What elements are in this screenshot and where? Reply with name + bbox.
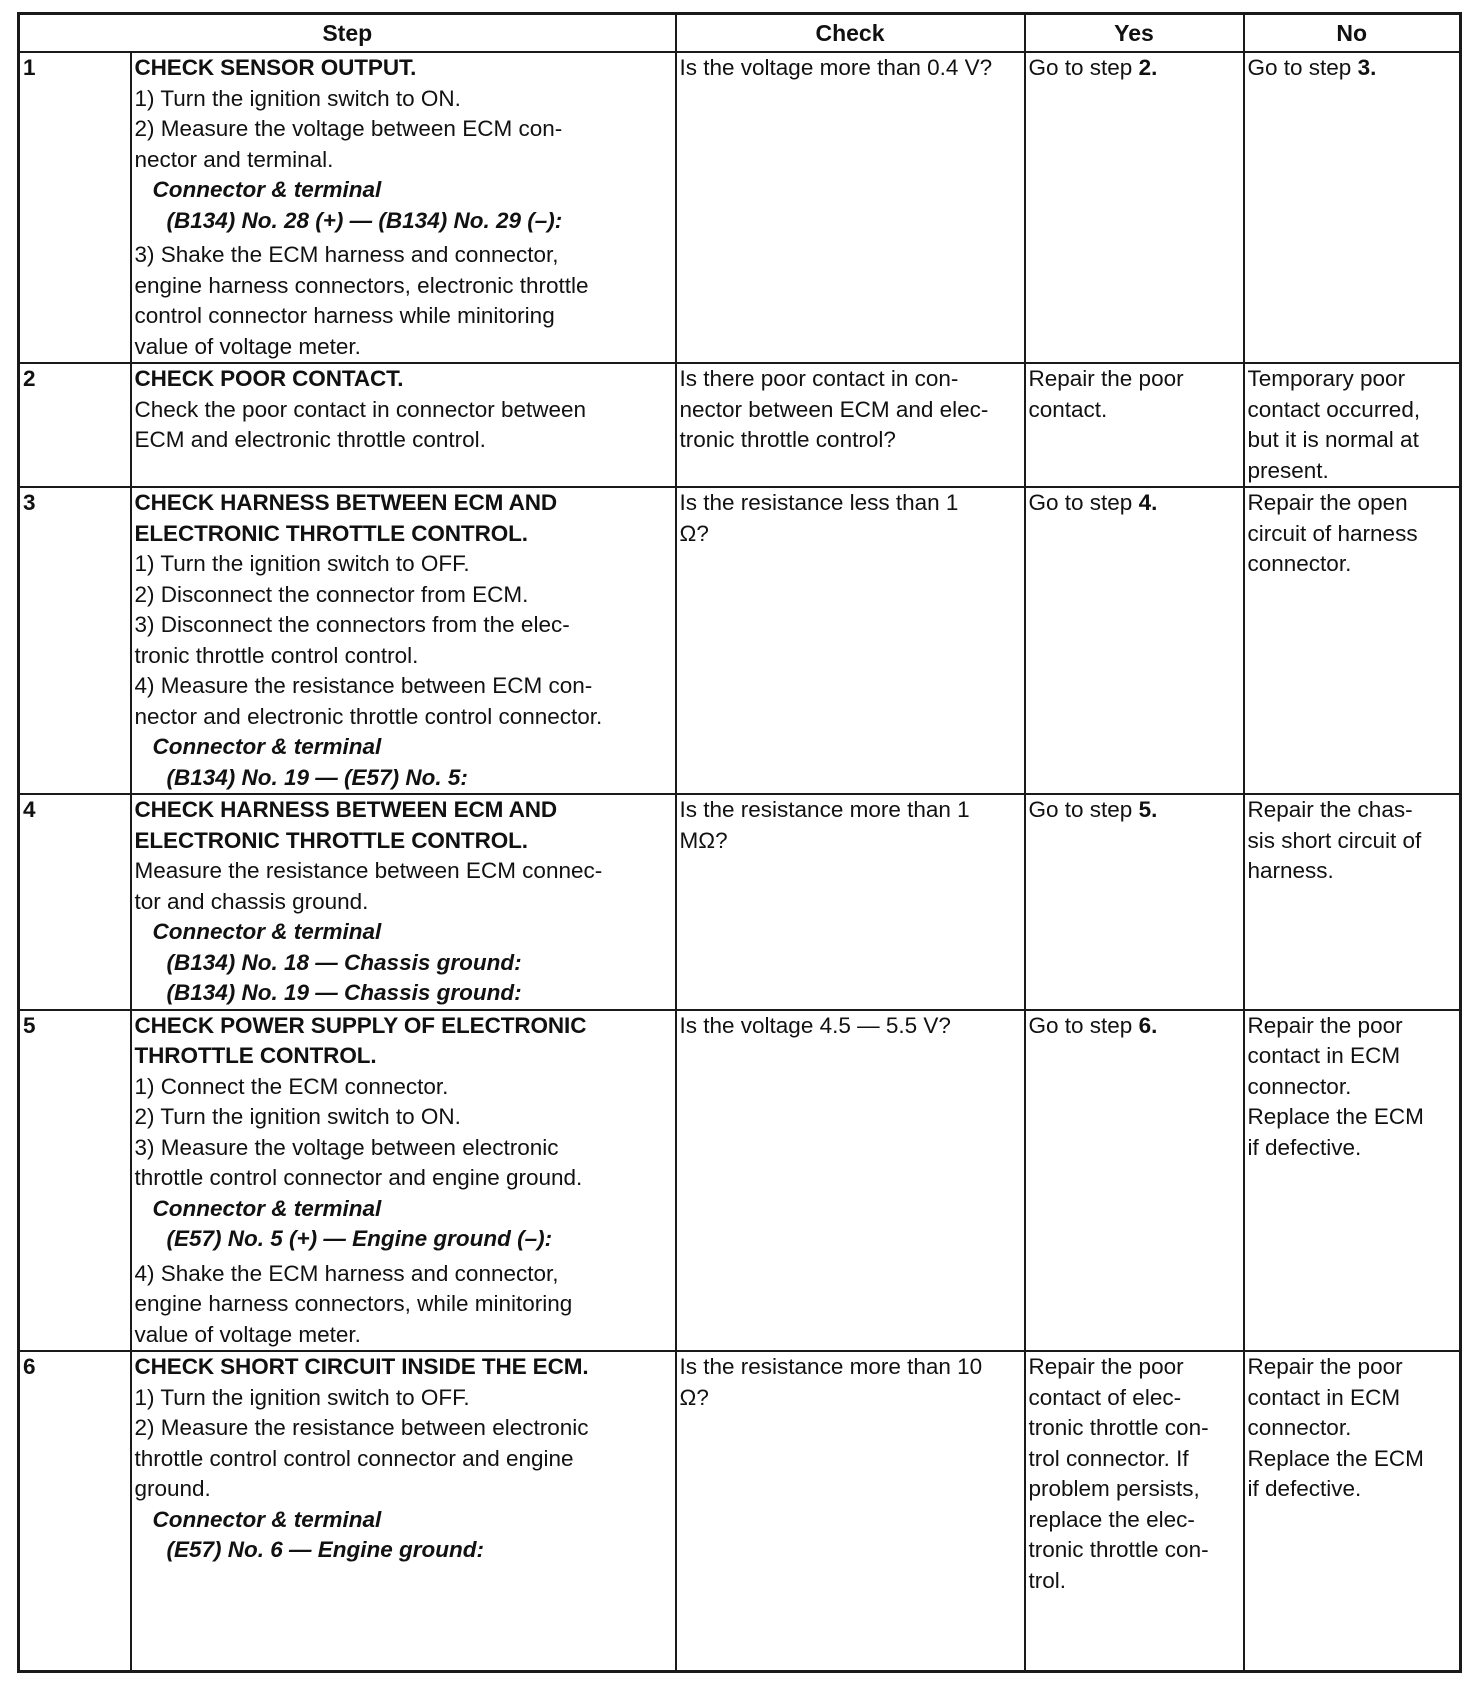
procedure-text: nector and electronic throttle control connector. — [134, 703, 603, 729]
check-text: MΩ? — [679, 827, 728, 853]
step-description — [131, 363, 676, 487]
yes-action — [1025, 1351, 1244, 1671]
header-check: Check — [676, 14, 1025, 53]
step-description — [131, 487, 676, 794]
step-title: ELECTRONIC THROTTLE CONTROL. — [134, 520, 528, 546]
check-question — [676, 52, 1025, 363]
table-row — [19, 794, 1461, 1010]
check-text: Is the resistance more than 1 — [679, 797, 970, 822]
goto-step-number: 3. — [1357, 55, 1377, 80]
check-text: nector between ECM and elec- — [679, 396, 989, 422]
step-title: CHECK POWER SUPPLY OF ELECTRONIC — [134, 1012, 587, 1038]
no-action — [1244, 487, 1461, 794]
no-text: connector. — [1247, 551, 1352, 576]
diagnostic-document — [17, 12, 1462, 1673]
table-row — [19, 1010, 1461, 1352]
no-text: contact in ECM — [1247, 1043, 1401, 1068]
table-header-row — [19, 14, 1461, 53]
connector-terminal-label: Connector & terminal — [152, 1506, 382, 1532]
goto-step-number: 4. — [1138, 490, 1158, 515]
yes-text: Repair the poor — [1028, 366, 1184, 391]
check-text: Is the voltage 4.5 — 5.5 V? — [679, 1012, 951, 1038]
procedure-text: engine harness connectors, while minitoring — [134, 1291, 573, 1316]
diagnostic-table — [17, 12, 1462, 1673]
terminal-spec: (B134) No. 18 — Chassis ground: — [166, 949, 522, 975]
yes-goto — [1029, 488, 1240, 519]
no-text: contact in ECM — [1247, 1384, 1401, 1410]
no-text: Replace the ECM — [1247, 1104, 1424, 1129]
yes-action — [1025, 794, 1244, 1010]
no-text: circuit of harness — [1247, 520, 1418, 546]
step-description — [131, 794, 676, 1010]
yes-action — [1025, 487, 1244, 794]
step-number: 4 — [19, 794, 131, 1010]
no-text: harness. — [1247, 858, 1334, 883]
table-row — [19, 487, 1461, 794]
no-action — [1244, 794, 1461, 1010]
goto-text: Go to step — [1028, 490, 1139, 515]
goto-step-number: 2. — [1138, 55, 1158, 80]
procedure-item: 4) Measure the resistance between ECM con- — [134, 673, 593, 698]
check-text: tronic throttle control? — [679, 427, 896, 452]
no-text: sis short circuit of — [1247, 827, 1422, 853]
step-title: CHECK SENSOR OUTPUT. — [134, 55, 417, 80]
yes-text: Repair the poor — [1028, 1354, 1184, 1379]
procedure-text: nector and terminal. — [134, 146, 334, 172]
connector-terminal-label: Connector & terminal — [152, 919, 382, 944]
table-row — [19, 363, 1461, 487]
step-title: CHECK SHORT CIRCUIT INSIDE THE ECM. — [134, 1354, 589, 1379]
procedure-text: throttle control connector and engine ground. — [134, 1165, 583, 1190]
no-action — [1244, 1010, 1461, 1352]
step-title: CHECK POOR CONTACT. — [134, 366, 404, 391]
step-description — [131, 52, 676, 363]
check-question — [676, 487, 1025, 794]
check-question — [676, 1351, 1025, 1671]
yes-action — [1025, 363, 1244, 487]
terminal-spec: (B134) No. 28 (+) — (B134) No. 29 (–): — [166, 207, 563, 233]
no-text: if defective. — [1247, 1134, 1362, 1160]
check-question — [676, 794, 1025, 1010]
step-description — [131, 1010, 676, 1352]
procedure-item: 1) Turn the ignition switch to OFF. — [134, 1384, 470, 1410]
procedure-text: value of voltage meter. — [134, 1321, 361, 1347]
no-action — [1244, 1351, 1461, 1671]
step-number: 3 — [19, 487, 131, 794]
procedure-item: 2) Disconnect the connector from ECM. — [134, 581, 529, 607]
step-title: ELECTRONIC THROTTLE CONTROL. — [134, 827, 528, 853]
procedure-text: tronic throttle control control. — [134, 642, 419, 668]
procedure-text: ECM and electronic throttle control. — [134, 427, 486, 452]
step-title: CHECK HARNESS BETWEEN ECM AND — [134, 797, 558, 822]
yes-goto — [1029, 795, 1240, 826]
procedure-item: 3) Measure the voltage between electronic — [134, 1134, 559, 1160]
procedure-item: 1) Connect the ECM connector. — [134, 1073, 449, 1099]
yes-text: trol. — [1028, 1567, 1067, 1593]
check-question — [676, 363, 1025, 487]
goto-step-number: 6. — [1138, 1012, 1158, 1038]
no-goto — [1248, 53, 1457, 84]
goto-text: Go to step — [1028, 797, 1139, 822]
yes-goto — [1029, 53, 1240, 84]
check-text: Ω? — [679, 520, 709, 546]
goto-text: Go to step — [1028, 1012, 1139, 1038]
procedure-item: 3) Shake the ECM harness and connector, — [134, 242, 559, 267]
connector-terminal-label: Connector & terminal — [152, 734, 382, 759]
procedure-text: control connector harness while minitoring — [134, 303, 555, 328]
yes-text: trol connector. If — [1028, 1445, 1189, 1471]
yes-text: contact. — [1028, 396, 1108, 422]
procedure-text: ground. — [134, 1476, 211, 1501]
yes-goto — [1029, 1011, 1240, 1042]
connector-terminal-label: Connector & terminal — [152, 177, 382, 202]
procedure-text: tor and chassis ground. — [134, 888, 369, 914]
header-no: No — [1244, 14, 1461, 53]
step-number: 6 — [19, 1351, 131, 1671]
terminal-spec: (E57) No. 6 — Engine ground: — [166, 1537, 485, 1562]
table-row — [19, 1351, 1461, 1671]
step-description — [131, 1351, 676, 1671]
step-number: 2 — [19, 363, 131, 487]
no-text: contact occurred, — [1247, 396, 1421, 422]
check-text: Ω? — [679, 1384, 709, 1410]
no-action — [1244, 363, 1461, 487]
connector-terminal-label: Connector & terminal — [152, 1195, 382, 1221]
yes-action — [1025, 1010, 1244, 1352]
step-title: THROTTLE CONTROL. — [134, 1043, 377, 1068]
no-text: Temporary poor — [1247, 366, 1406, 391]
procedure-item: 2) Turn the ignition switch to ON. — [134, 1104, 461, 1129]
procedure-item: 1) Turn the ignition switch to OFF. — [134, 551, 470, 576]
procedure-text: Check the poor contact in connector between — [134, 396, 587, 422]
procedure-text: engine harness connectors, electronic throttle — [134, 272, 589, 298]
header-yes: Yes — [1025, 14, 1244, 53]
procedure-text: Measure the resistance between ECM connec- — [134, 858, 603, 883]
check-text: Is the resistance less than 1 — [679, 490, 959, 515]
terminal-spec: (B134) No. 19 — Chassis ground: — [166, 980, 522, 1005]
no-text: Repair the open — [1247, 490, 1408, 515]
procedure-text: throttle control control connector and engine — [134, 1445, 574, 1471]
step-number: 1 — [19, 52, 131, 363]
yes-action — [1025, 52, 1244, 363]
check-text: Is there poor contact in con- — [679, 366, 959, 391]
procedure-item: 2) Measure the voltage between ECM con- — [134, 116, 563, 141]
table-body — [19, 52, 1461, 1671]
no-text: Repair the poor — [1247, 1012, 1403, 1038]
step-number: 5 — [19, 1010, 131, 1352]
procedure-item: 3) Disconnect the connectors from the elec- — [134, 612, 570, 637]
no-text: Replace the ECM — [1247, 1445, 1424, 1471]
yes-text: tronic throttle con- — [1028, 1415, 1209, 1440]
check-text: Is the resistance more than 10 — [679, 1354, 983, 1379]
header-step: Step — [19, 14, 676, 53]
procedure-item: 2) Measure the resistance between electronic — [134, 1415, 589, 1440]
no-text: present. — [1247, 457, 1329, 483]
step-title: CHECK HARNESS BETWEEN ECM AND — [134, 490, 558, 515]
yes-text: problem persists, — [1028, 1476, 1200, 1501]
check-text: Is the voltage more than 0.4 V? — [679, 55, 993, 80]
procedure-item: 1) Turn the ignition switch to ON. — [134, 85, 461, 111]
goto-step-number: 5. — [1138, 797, 1158, 822]
no-action — [1244, 52, 1461, 363]
yes-text: contact of elec- — [1028, 1384, 1182, 1410]
no-text: Repair the chas- — [1247, 797, 1413, 822]
yes-text: tronic throttle con- — [1028, 1537, 1209, 1562]
no-text: connector. — [1247, 1073, 1352, 1099]
procedure-item: 4) Shake the ECM harness and connector, — [134, 1260, 559, 1286]
terminal-spec: (E57) No. 5 (+) — Engine ground (–): — [166, 1226, 553, 1251]
check-question — [676, 1010, 1025, 1352]
goto-text: Go to step — [1247, 55, 1358, 80]
no-text: but it is normal at — [1247, 427, 1419, 452]
terminal-spec: (B134) No. 19 — (E57) No. 5: — [166, 764, 468, 790]
procedure-text: value of voltage meter. — [134, 333, 361, 359]
goto-text: Go to step — [1028, 55, 1139, 80]
no-text: connector. — [1247, 1415, 1352, 1440]
yes-text: replace the elec- — [1028, 1506, 1195, 1532]
no-text: Repair the poor — [1247, 1354, 1403, 1379]
no-text: if defective. — [1247, 1476, 1362, 1501]
table-row — [19, 52, 1461, 363]
